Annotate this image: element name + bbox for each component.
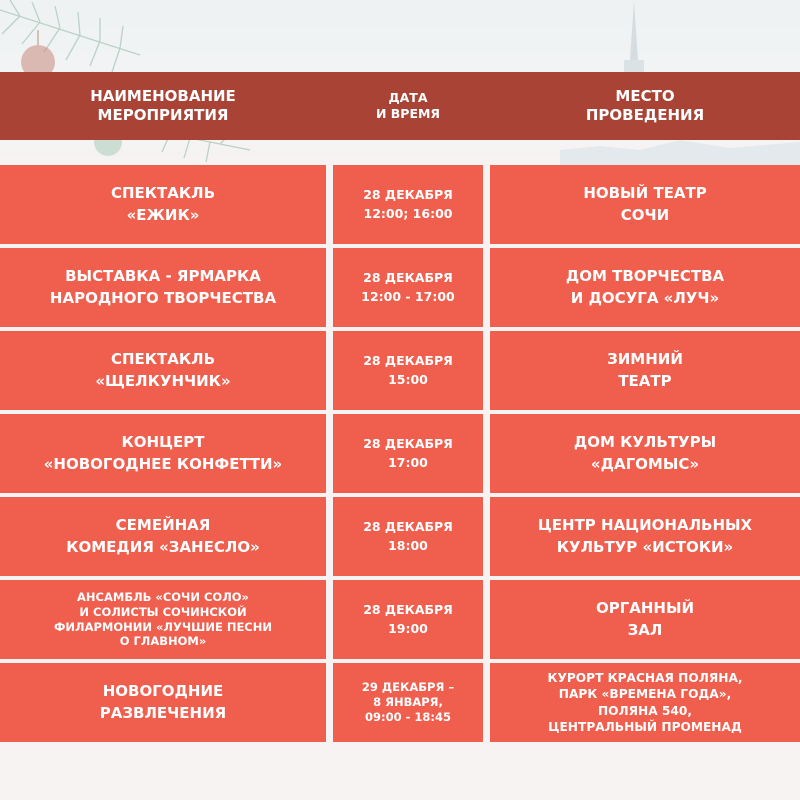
- event-date: 28 ДЕКАБРЯ 12:00; 16:00: [333, 165, 483, 244]
- event-name: КОНЦЕРТ «НОВОГОДНЕЕ КОНФЕТТИ»: [0, 414, 326, 493]
- table-row: [0, 663, 800, 742]
- event-date: 29 ДЕКАБРЯ – 8 ЯНВАРЯ, 09:00 - 18:45: [333, 663, 483, 742]
- event-date: 28 ДЕКАБРЯ 18:00: [333, 497, 483, 576]
- header-event-name: НАИМЕНОВАНИЕ МЕРОПРИЯТИЯ: [90, 87, 236, 124]
- event-venue: ДОМ ТВОРЧЕСТВА И ДОСУГА «ЛУЧ»: [490, 248, 800, 327]
- event-venue: ЗИМНИЙ ТЕАТР: [490, 331, 800, 410]
- table-row: [0, 580, 800, 659]
- table-row: [0, 497, 800, 576]
- event-venue: КУРОРТ КРАСНАЯ ПОЛЯНА, ПАРК «ВРЕМЕНА ГОДА», ПОЛЯНА 540, ЦЕНТРАЛЬНЫЙ ПРОМЕНАД: [490, 663, 800, 742]
- event-venue: НОВЫЙ ТЕАТР СОЧИ: [490, 165, 800, 244]
- event-name: СЕМЕЙНАЯ КОМЕДИЯ «ЗАНЕСЛО»: [0, 497, 326, 576]
- event-venue: ЦЕНТР НАЦИОНАЛЬНЫХ КУЛЬТУР «ИСТОКИ»: [490, 497, 800, 576]
- event-venue: ОРГАННЫЙ ЗАЛ: [490, 580, 800, 659]
- header-date-time: ДАТА И ВРЕМЯ: [375, 90, 441, 121]
- event-name: СПЕКТАКЛЬ «ЩЕЛКУНЧИК»: [0, 331, 326, 410]
- event-name: НОВОГОДНИЕ РАЗВЛЕЧЕНИЯ: [0, 663, 326, 742]
- event-date: 28 ДЕКАБРЯ 19:00: [333, 580, 483, 659]
- table-row: [0, 331, 800, 410]
- event-name: АНСАМБЛЬ «СОЧИ СОЛО» И СОЛИСТЫ СОЧИНСКОЙ ФИЛАРМОНИИ «ЛУЧШИЕ ПЕСНИ О ГЛАВНОМ»: [0, 580, 326, 659]
- table-header: [0, 72, 800, 140]
- event-name: СПЕКТАКЛЬ «ЕЖИК»: [0, 165, 326, 244]
- table-row: [0, 248, 800, 327]
- event-venue: ДОМ КУЛЬТУРЫ «ДАГОМЫС»: [490, 414, 800, 493]
- table-row: [0, 165, 800, 244]
- event-date: 28 ДЕКАБРЯ 17:00: [333, 414, 483, 493]
- header-venue: МЕСТО ПРОВЕДЕНИЯ: [585, 87, 705, 124]
- event-date: 28 ДЕКАБРЯ 12:00 - 17:00: [333, 248, 483, 327]
- table-row: [0, 414, 800, 493]
- event-name: ВЫСТАВКА - ЯРМАРКА НАРОДНОГО ТВОРЧЕСТВА: [0, 248, 326, 327]
- event-date: 28 ДЕКАБРЯ 15:00: [333, 331, 483, 410]
